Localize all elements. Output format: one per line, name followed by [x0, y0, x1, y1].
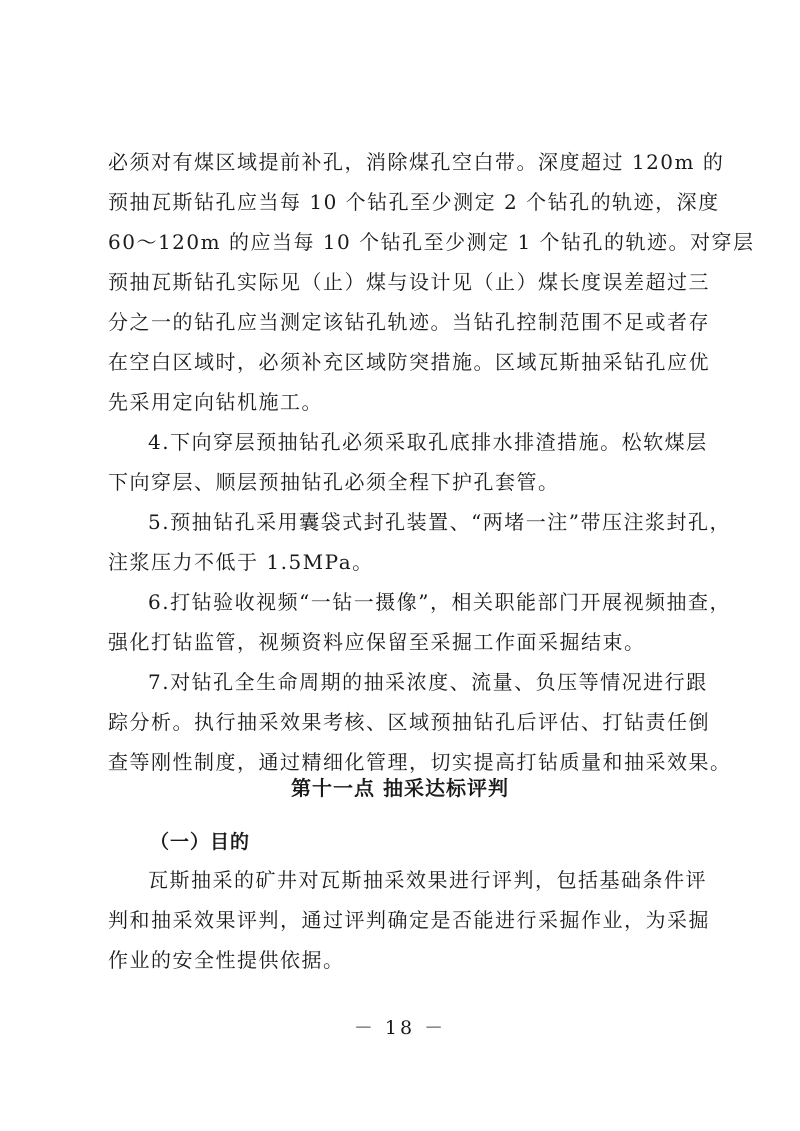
subsection-heading: （一）目的 [150, 831, 251, 853]
page-number: － 18 － [353, 1017, 447, 1039]
text-line: 瓦斯抽采的矿井对瓦斯抽采效果进行评判，包括基础条件评 [148, 868, 707, 892]
text-line: 判和抽采效果评判，通过评判确定是否能进行采掘作业，为采掘 [108, 908, 710, 932]
body-text-block [108, 860, 710, 980]
text-line: 5.预抽钻孔采用囊袋式封孔装置、“两堵一注”带压注浆封孔， [148, 510, 732, 534]
text-line: 先采用定向钻机施工。 [108, 390, 323, 414]
text-line: 强化打钻监管，视频资料应保留至采掘工作面采掘结束。 [108, 630, 646, 654]
text-line: 预抽瓦斯钻孔实际见（止）煤与设计见（止）煤长度误差超过三 [108, 270, 710, 294]
text-line: 60～120m 的应当每 10 个钻孔至少测定 1 个钻孔的轨迹。对穿层 [108, 230, 755, 254]
text-line: 必须对有煤区域提前补孔，消除煤孔空白带。深度超过 120m 的 [108, 150, 725, 174]
text-line: 7.对钻孔全生命周期的抽采浓度、流量、负压等情况进行跟 [148, 670, 708, 694]
text-line: 下向穿层、顺层预抽钻孔必须全程下护孔套管。 [108, 470, 560, 494]
text-line: 预抽瓦斯钻孔应当每 10 个钻孔至少测定 2 个钻孔的轨迹，深度 [108, 190, 720, 214]
text-line: 在空白区域时，必须补充区域防突措施。区域瓦斯抽采钻孔应优 [108, 350, 710, 374]
body-text-block [108, 142, 755, 782]
text-line: 作业的安全性提供依据。 [108, 948, 345, 972]
text-line: 注浆压力不低于 1.5MPa。 [108, 550, 374, 574]
text-line: 6.打钻验收视频“一钻一摄像”，相关职能部门开展视频抽查， [148, 590, 732, 614]
text-line: 分之一的钻孔应当测定该钻孔轨迹。当钻孔控制范围不足或者存 [108, 310, 710, 334]
text-line: 踪分析。执行抽采效果考核、区域预抽钻孔后评估、打钻责任倒 [108, 710, 710, 734]
text-line: 查等刚性制度，通过精细化管理，切实提高打钻质量和抽采效果。 [108, 750, 732, 774]
section-heading: 第十一点 抽采达标评判 [291, 776, 509, 800]
text-line: 4.下向穿层预抽钻孔必须采取孔底排水排渣措施。松软煤层 [148, 430, 708, 454]
